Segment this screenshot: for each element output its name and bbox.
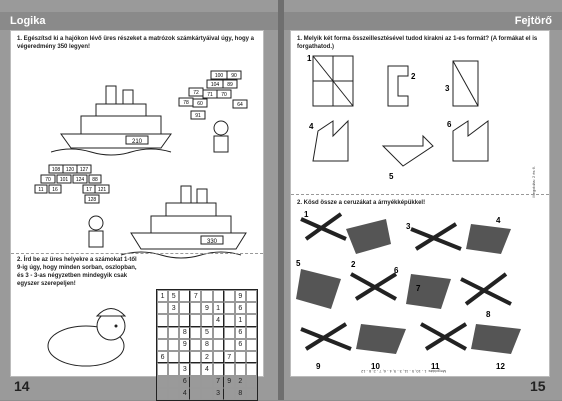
sudoku-cell[interactable] <box>168 388 179 400</box>
sudoku-cell[interactable] <box>224 302 235 314</box>
sudoku-cell[interactable] <box>157 302 168 314</box>
ship-scene-top <box>51 66 251 156</box>
svg-text:128: 128 <box>87 197 97 203</box>
pencil-shadow-12 <box>471 324 521 371</box>
ship-scene-bottom <box>21 161 256 261</box>
pencil-bundle-8 <box>461 274 511 319</box>
pencil-bundle-3 <box>406 222 461 249</box>
sudoku-cell: 3 <box>213 388 224 400</box>
svg-text:101: 101 <box>59 177 69 183</box>
svg-text:3: 3 <box>406 222 411 231</box>
pencil-shadow-5 <box>296 259 341 309</box>
svg-text:5: 5 <box>389 172 394 181</box>
svg-text:12: 12 <box>496 362 505 371</box>
sudoku-cell[interactable] <box>224 388 235 400</box>
svg-text:16: 16 <box>52 187 58 193</box>
svg-text:3: 3 <box>445 84 450 93</box>
sailor-bottom-cards <box>35 165 109 203</box>
svg-text:121: 121 <box>97 187 107 193</box>
sudoku-cell: 8 <box>201 339 212 351</box>
pencil-puzzle <box>296 209 536 374</box>
right-page-number: 15 <box>530 378 546 394</box>
left-question-2: 2. Írd be az üres helyekre a számokat 1-től 9-ig úgy, hogy minden sorban, oszlopban, és 3 - 3-as négyzetben mindegyik csak egyszer szerepeljen! <box>17 257 137 287</box>
sudoku-cell[interactable] <box>246 351 257 363</box>
sudoku-cell: 9 <box>201 302 212 314</box>
sudoku-cell: 7 <box>190 290 201 302</box>
sudoku-cell[interactable] <box>190 376 201 388</box>
svg-text:127: 127 <box>79 167 89 173</box>
sudoku-cell[interactable] <box>168 327 179 339</box>
sudoku-cell[interactable] <box>213 363 224 375</box>
sudoku-cell[interactable] <box>224 290 235 302</box>
pencil-shadow-2 <box>346 219 391 269</box>
left-page-number: 14 <box>14 378 30 394</box>
shape-6 <box>447 120 488 161</box>
sudoku-cell: 7 <box>224 351 235 363</box>
sudoku-cell: 4 <box>179 388 190 400</box>
svg-text:100: 100 <box>214 73 224 79</box>
sudoku-cell[interactable] <box>224 339 235 351</box>
sudoku-cell: 6 <box>235 302 246 314</box>
book-spine <box>278 0 284 400</box>
svg-text:120: 120 <box>65 167 75 173</box>
sudoku-cell[interactable] <box>168 363 179 375</box>
sudoku-cell[interactable] <box>168 339 179 351</box>
sailor-top <box>214 121 228 152</box>
sudoku-cell: 4 <box>213 314 224 326</box>
sudoku-cell[interactable] <box>157 314 168 326</box>
sudoku-cell: 6 <box>235 327 246 339</box>
sudoku-cell: 6 <box>235 339 246 351</box>
sudoku-cell[interactable] <box>190 388 201 400</box>
shape-3 <box>445 61 478 106</box>
sudoku-cell[interactable] <box>201 376 212 388</box>
svg-text:11: 11 <box>38 187 44 193</box>
svg-text:4: 4 <box>309 122 314 131</box>
sailor-bottom <box>89 216 103 247</box>
pencil-shadow-7 <box>406 274 451 309</box>
sudoku-cell[interactable] <box>179 351 190 363</box>
svg-text:108: 108 <box>51 167 61 173</box>
sudoku-cell: 4 <box>201 363 212 375</box>
svg-text:9: 9 <box>316 362 321 371</box>
svg-text:124: 124 <box>75 177 85 183</box>
answer-2: Megoldás: 1 - 10, 5 - 11, 3 - 9, 4 - 6, 7 - 2, 8 - 12 <box>361 369 447 374</box>
sudoku-cell[interactable] <box>190 339 201 351</box>
svg-text:210: 210 <box>131 139 143 145</box>
sudoku-cell: 7 <box>213 376 224 388</box>
svg-text:70: 70 <box>221 92 227 98</box>
sudoku-cell[interactable] <box>201 388 212 400</box>
sudoku-cell: 9 <box>224 376 235 388</box>
shape-puzzle <box>303 51 498 186</box>
sudoku-cell[interactable] <box>246 327 257 339</box>
sailor-top-cards <box>179 71 247 119</box>
pencil-shadow-4 <box>466 216 511 254</box>
svg-text:88: 88 <box>92 177 98 183</box>
svg-text:64: 64 <box>237 102 243 108</box>
ship-bottom-number-box <box>201 236 223 245</box>
sudoku-cell[interactable] <box>235 351 246 363</box>
right-question-1: 1. Melyik két forma összeillesztésével tudod kirakni az 1-es formát? (A formákat el is forgathatod.) <box>297 36 538 50</box>
svg-text:89: 89 <box>227 82 233 88</box>
left-question-1: 1. Egészítsd ki a hajókon lévő üres részeket a matrózok számkártyáival úgy, hogy a végeredmény 350 legyen! <box>17 36 254 50</box>
sudoku-cell[interactable] <box>201 290 212 302</box>
sudoku-cell: 5 <box>168 290 179 302</box>
svg-text:1: 1 <box>307 54 312 63</box>
sudoku-cell[interactable] <box>190 363 201 375</box>
sudoku-cell: 8 <box>235 388 246 400</box>
svg-text:2: 2 <box>351 260 356 269</box>
svg-text:90: 90 <box>231 73 237 79</box>
svg-text:7: 7 <box>416 284 421 293</box>
sudoku-cell[interactable] <box>224 327 235 339</box>
svg-text:78: 78 <box>183 100 189 106</box>
pencil-bundle-11 <box>421 324 466 371</box>
sudoku-cell: 9 <box>179 339 190 351</box>
sudoku-cell: 9 <box>235 290 246 302</box>
svg-text:10: 10 <box>371 362 380 371</box>
sudoku-cell[interactable] <box>246 376 257 388</box>
sudoku-cell[interactable] <box>157 327 168 339</box>
svg-text:5: 5 <box>296 259 301 268</box>
svg-text:6: 6 <box>447 120 452 129</box>
right-sheet <box>290 30 550 377</box>
svg-text:330: 330 <box>206 239 218 245</box>
sudoku-cell[interactable] <box>190 351 201 363</box>
sudoku-cell[interactable] <box>190 314 201 326</box>
sudoku-cell[interactable] <box>190 302 201 314</box>
sudoku-cell[interactable] <box>168 351 179 363</box>
left-header: Logika <box>0 12 278 30</box>
sudoku-cell: 8 <box>179 327 190 339</box>
sudoku-cell[interactable] <box>246 302 257 314</box>
svg-text:91: 91 <box>195 113 201 119</box>
sudoku-cell[interactable] <box>213 351 224 363</box>
sudoku-cell[interactable] <box>224 363 235 375</box>
shape-2 <box>388 66 416 106</box>
sudoku-cell[interactable] <box>235 363 246 375</box>
sudoku-cell[interactable] <box>213 339 224 351</box>
svg-text:8: 8 <box>486 310 491 319</box>
sudoku-cell: 2 <box>235 376 246 388</box>
svg-text:104: 104 <box>210 82 220 88</box>
bear-illustration <box>41 301 141 371</box>
sudoku-cell: 6 <box>157 351 168 363</box>
sudoku-cell[interactable] <box>168 376 179 388</box>
svg-text:1: 1 <box>304 210 309 219</box>
svg-text:6: 6 <box>394 266 399 275</box>
answer-1: Megoldás: 2 és 6. <box>531 166 536 198</box>
sudoku-cell[interactable] <box>179 314 190 326</box>
svg-text:70: 70 <box>45 177 51 183</box>
pencil-shadow-10 <box>356 324 406 371</box>
svg-text:71: 71 <box>207 92 213 98</box>
sudoku-cell: 1 <box>213 302 224 314</box>
section-divider <box>11 253 263 254</box>
right-header: Fejtörő <box>284 12 562 30</box>
pencil-bundle-6 <box>351 266 399 299</box>
sudoku-cell[interactable] <box>224 314 235 326</box>
sudoku-cell[interactable] <box>179 302 190 314</box>
sudoku-cell[interactable] <box>179 290 190 302</box>
sudoku-grid <box>156 289 258 401</box>
pencil-bundle-1 <box>301 210 346 239</box>
sudoku-cell[interactable] <box>213 327 224 339</box>
sudoku-cell[interactable] <box>190 327 201 339</box>
sudoku-cell[interactable] <box>246 290 257 302</box>
sudoku-cell[interactable] <box>157 363 168 375</box>
sudoku-cell[interactable] <box>201 314 212 326</box>
sudoku-cell[interactable] <box>213 290 224 302</box>
sudoku-cell: 1 <box>235 314 246 326</box>
pencil-bundle-9 <box>301 324 351 371</box>
sudoku-cell[interactable] <box>246 339 257 351</box>
sudoku-cell: 5 <box>201 327 212 339</box>
sudoku-cell[interactable] <box>246 314 257 326</box>
sudoku-cell: 1 <box>157 290 168 302</box>
svg-text:2: 2 <box>411 72 416 81</box>
sudoku-cell[interactable] <box>157 339 168 351</box>
shape-4 <box>309 121 348 161</box>
shape-5 <box>383 136 433 181</box>
sudoku-cell[interactable] <box>157 376 168 388</box>
sudoku-cell[interactable] <box>168 314 179 326</box>
sudoku-cell[interactable] <box>246 363 257 375</box>
svg-text:17: 17 <box>86 187 92 193</box>
sudoku-cell: 2 <box>201 351 212 363</box>
sudoku-cell[interactable] <box>157 388 168 400</box>
shape-1 <box>307 54 353 106</box>
sudoku-cell: 6 <box>179 376 190 388</box>
sudoku-cell: 3 <box>168 302 179 314</box>
svg-text:72: 72 <box>193 90 199 96</box>
right-question-2: 2. Kösd össze a ceruzákat a árnyékképükkel! <box>297 200 426 206</box>
sudoku-cell[interactable] <box>246 388 257 400</box>
svg-text:11: 11 <box>431 362 440 371</box>
right-section-divider <box>291 194 549 195</box>
sudoku-cell: 3 <box>179 363 190 375</box>
svg-text:60: 60 <box>197 101 203 107</box>
svg-text:4: 4 <box>496 216 501 225</box>
ship-top-number-box <box>126 136 148 145</box>
